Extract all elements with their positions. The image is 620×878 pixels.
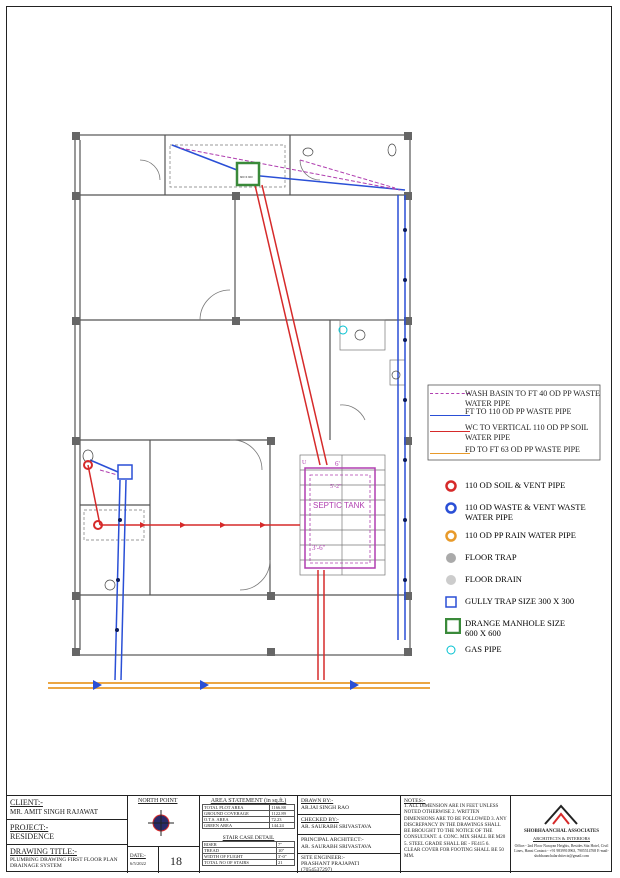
gully-trap-icon (445, 596, 457, 608)
septic-tank-label: SEPTIC TANK (313, 501, 365, 510)
client-label: CLIENT:- (10, 798, 43, 807)
title-block (6, 795, 612, 873)
floor-trap-icon (445, 552, 457, 564)
svg-text:600 X 600: 600 X 600 (240, 175, 253, 179)
checked-by-label: CHECKED BY:- (301, 817, 339, 823)
legend-wc-soil: WC TO VERTICAL 110 OD PP SOIL WATER PIPE (465, 423, 589, 442)
red-ring-icon (445, 480, 457, 492)
legend-ft-waste: FT TO 110 OD PP WASTE PIPE (465, 407, 572, 416)
principal-name: AR. SAURABH SRIVASTAVA (301, 844, 372, 850)
septic-tank-outline (305, 468, 375, 568)
symbol-legend: 110 OD SOIL & VENT PIPE 110 OD WASTE & VENT WASTE WATER PIPE 110 OD PP RAIN WATER PIPE FLOOR TRAP FLOOR DRAIN GULLY TRAP SIZE 300 X 300 DRANGE MANHOLE SIZE 600 X 600 GAS PIPE (445, 480, 610, 666)
drawing-title: PLUMBING DRAWING FIRST FLOOR PLAN DRAINAGE SYSTEM (10, 857, 118, 869)
drawing-title-label: DRAWING TITLE:- (10, 847, 77, 856)
stair-detail-label: STAIR CASE DETAIL (222, 835, 275, 841)
site-engineer-label: SITE ENGINEER:- (301, 855, 345, 861)
dim-pos: 5'-2" (330, 484, 342, 490)
area-table: TOTAL PLOT AREA 1166.88 GROUND COVERAGE 1122.89 O.T.S. AREA 72.23 GREEN AREA 144.24 (202, 804, 295, 829)
project-name: RESIDENCE (10, 832, 54, 841)
dim-width: 6' (335, 460, 340, 468)
blue-ring-icon (445, 502, 457, 514)
legend-wash-basin: WASH BASIN TO FT 40 OD PP WASTE WATER PIPE (465, 389, 600, 408)
checked-by: AR. SAURABH SRIVASTAVA (301, 824, 372, 830)
firm-address: Office:- 2nd Floor Narayan Heights, Besides Sita Hotel, Civil Lines, Hansi Contact:- +91 9839910963, 7905514768 E-mail-shobhaanchalarchitects@gmail.com (514, 844, 609, 858)
notes-text: 1. ALL DIMENSION ARE IN FEET UNLESS NOTED OTHERWISE 2. WRITTEN DIMENSIONS ARE TO BE FOLLOWED 3. ANY DISCREPANCY IN THE DRAWINGS SHALL BE BROUGHT TO THE NOTICE OF THE CONSULTANT. 4. CONC. MIX SHALL BE M20 5. STEEL GRADE SHALL BE - FE415 6. CLEAR COVER FOR FOOTING SHALL BE 50 MM. (404, 804, 507, 860)
firm-name: SHOBHAANCHAL ASSOCIATES (523, 829, 600, 834)
client-name: MR. AMIT SINGH RAJAWAT (10, 808, 98, 816)
dim-u: U (302, 460, 307, 466)
dim-height: 3'-6" (312, 544, 326, 552)
gully-trap (118, 465, 132, 479)
notes-label: NOTES:- (404, 798, 426, 804)
outer-wall (75, 135, 410, 655)
stair-table: RISER 7" TREAD 10" WIDTH OF FLIGHT 3'-0" TOTAL NO OF STAIRS 21 (202, 841, 295, 866)
north-point-label: NORTH POINT (138, 798, 178, 804)
area-statement-label: AREA STATEMENT (in sq.ft.) (210, 798, 287, 804)
firm-logo-icon (541, 800, 581, 826)
drawn-by-label: DRAWN BY:- (301, 798, 334, 804)
phone: (7054537297) (301, 867, 333, 873)
principal-label: PRINCIPAL ARCHITECT:- (301, 837, 364, 843)
pipe-legend (430, 385, 600, 489)
floor-drain-icon (445, 574, 457, 586)
drawn-by: AR.JAI SINGH RAO (301, 805, 350, 811)
project-label: PROJECT:- (10, 823, 49, 832)
compass-icon (146, 808, 176, 838)
firm-subtitle: ARCHITECTS & INTERIORS (532, 836, 590, 841)
date-value: 6/5/2022 (130, 861, 147, 866)
site-engineer: PRASHANT PRAJAPATI (301, 861, 360, 867)
gas-pipe-icon (445, 644, 457, 656)
orange-ring-icon (445, 530, 457, 542)
manhole-top (237, 163, 259, 185)
sheet-number: 18 (170, 854, 182, 868)
date-label: DATE:- (130, 854, 146, 859)
manhole-icon (445, 618, 461, 634)
legend-fd-waste: FD TO FT 63 OD PP WASTE PIPE (465, 445, 580, 454)
